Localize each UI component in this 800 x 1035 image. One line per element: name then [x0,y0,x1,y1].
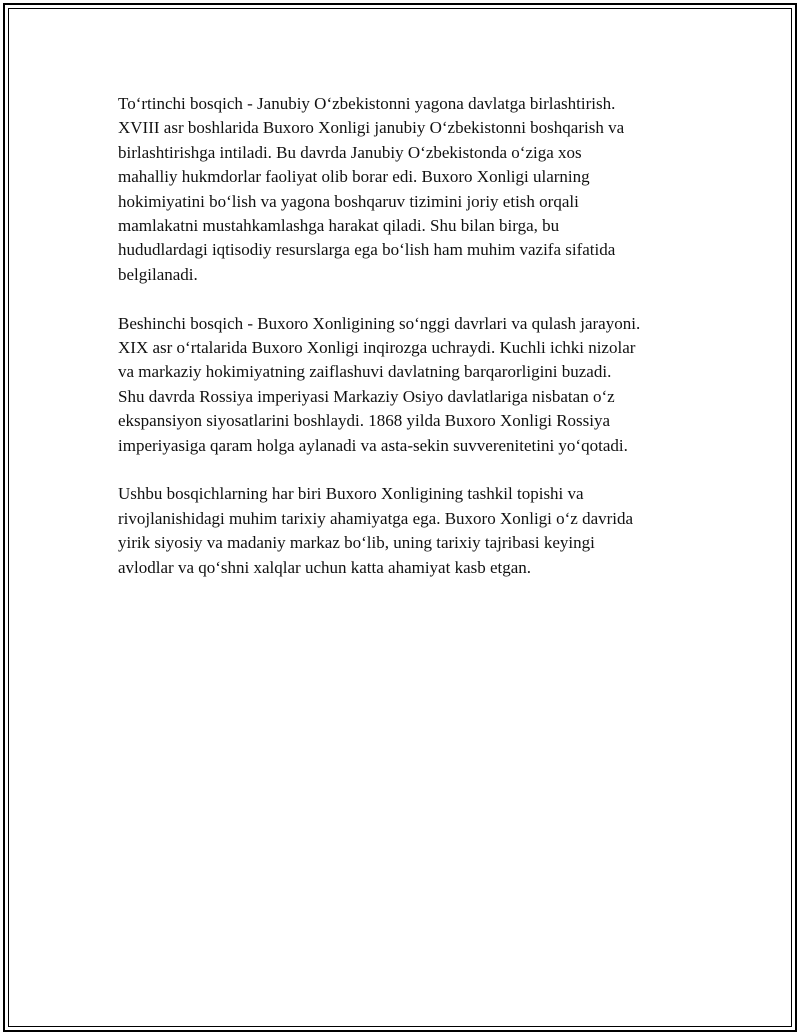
paragraph-fifth-stage: Beshinchi bosqich - Buxoro Xonligining so‘nggi davrlari va qulash jarayoni. XIX asr o‘rtalarida Buxoro Xonligi inqirozga uchraydi. Kuchli ichki nizolar va markaziy hokimiyatning zaiflashuvi davlatning barqarorligini buzadi. Shu davrda Rossiya imperiyasi Markaziy Osiyo davlatlariga nisbatan o‘z ekspansiyon siyosatlarini boshlaydi. 1868 yilda Buxoro Xonligi Rossiya imperiyasiga qaram holga aylanadi va asta-sekin suvverenitetini yo‘qotadi. [118,313,641,455]
paragraph-fourth-stage: To‘rtinchi bosqich - Janubiy O‘zbekistonni yagona davlatga birlashtirish. XVIII asr boshlarida Buxoro Xonligi janubiy O‘zbekistonni boshqarish va birlashtirishga intiladi. Bu davrda Janubiy O‘zbekistonda o‘ziga xos mahalliy hukmdorlar faoliyat olib borar edi. Buxoro Xonligi ularning hokimiyatini bo‘lish va yagona boshqaruv tizimini joriy etish orqali mamlakatni mustahkamlashga harakat qiladi. Shu bilan birga, bu hududlardagi iqtisodiy resurslarga ega bo‘lish ham muhim vazifa sifatida belgilanadi. [118,94,625,284]
paragraph-summary: Ushbu bosqichlarning har biri Buxoro Xonligining tashkil topishi va rivojlanishidagi muhim tarixiy ahamiyatga ega. Buxoro Xonligi o‘z davrida yirik siyosiy va madaniy markaz bo‘lib, uning tarixiy tajribasi keyingi avlodlar va qo‘shni xalqlar uchun katta ahamiyat kasb etgan. [118,484,634,577]
document-body [118,92,698,604]
